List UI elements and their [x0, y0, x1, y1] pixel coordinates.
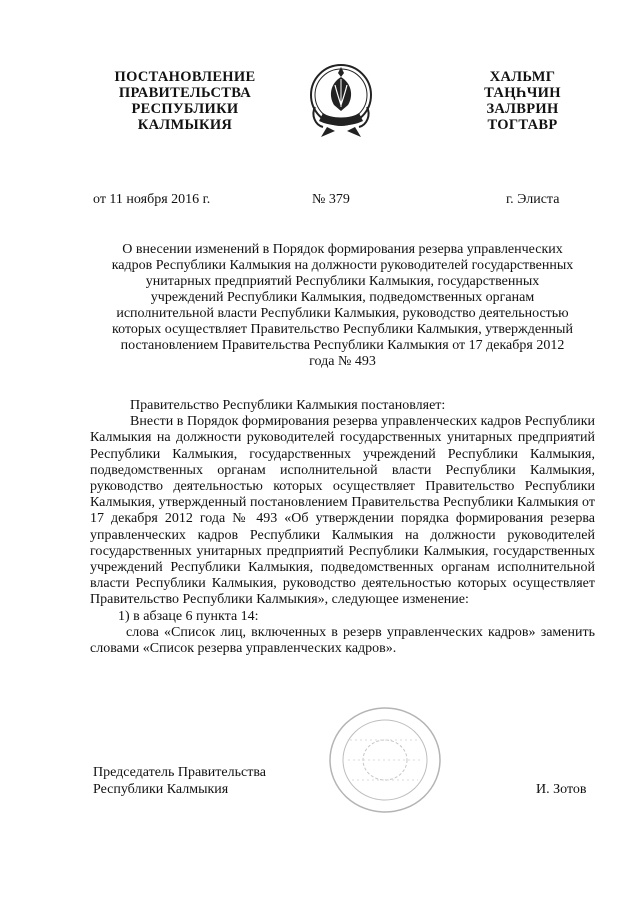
document-date: от 11 ноября 2016 г.: [93, 192, 211, 207]
signatory-position-line: Республики Калмыкия: [93, 782, 229, 797]
amendment-item: 1) в абзаце 6 пункта 14:: [118, 608, 259, 624]
document-title: [90, 242, 595, 370]
issuer-line: ПРАВИТЕЛЬСТВА: [118, 85, 252, 101]
issuer-line: ХАЛЬМГ: [489, 69, 556, 85]
title-line: кадров Республики Калмыкия на должности руководителей государственных: [111, 258, 574, 273]
resolution-intro: Правительство Республики Калмыкия постановляет:: [130, 398, 446, 413]
signatory-position: [93, 764, 266, 798]
title-line: постановлением Правительства Республики Калмыкия от 17 декабря 2012: [120, 338, 565, 353]
issuer-line: ТОГТАВР: [487, 117, 558, 133]
title-line: которых осуществляет Правительство Республики Калмыкия, утвержденный: [112, 322, 573, 337]
issuer-title-kalmyk: [455, 69, 590, 133]
official-stamp-icon: [320, 700, 450, 820]
issuer-line: РЕСПУБЛИКИ: [131, 101, 239, 117]
document-city: г. Элиста: [506, 192, 560, 207]
document-body: [90, 398, 595, 657]
title-line: О внесении изменений в Порядок формирования резерва управленческих: [122, 242, 563, 257]
amendment-text: слова «Список лиц, включенных в резерв управленческих кадров» заменить словами «Список резерва управленческих кадров».: [90, 624, 595, 657]
signatory-name: И. Зотов: [536, 782, 587, 797]
amendment-paragraph: Внести в Порядок формирования резерва управленческих кадров Республики Калмыкия на должности руководителей государственных унитарных предприятий Республики Калмыкия, государственных учреждений Республики Калмыкия, подведомственных органам исполнительной власти Республики Калмыкия, руководство деятельностью которых осуществляет Правительство Республики Калмыкия, утвержденный постановлением Правительства Республики Калмыкия от 17 декабря 2012 года № 493 «Об утверждении порядка формирования резерва управленческих кадров Республики Калмыкия на должности руководителей государственных унитарных предприятий Республики Калмыкия, государственных учреждений Республики Калмыкия, подведомственных органам исполнительной власти Республики Калмыкия, руководство деятельностью которых осуществляет Правительство Республики Калмыкия», следующее изменение:: [90, 414, 595, 608]
kalmykia-emblem-icon: [301, 55, 381, 140]
title-line: унитарных предприятий Республики Калмыкия, государственных: [145, 274, 540, 289]
signatory-position-line: Председатель Правительства: [93, 765, 266, 780]
issuer-line: ЗАЛВРИН: [486, 101, 559, 117]
title-line: года № 493: [309, 354, 376, 369]
title-line: исполнительной власти Республики Калмыкия, руководство деятельностью: [116, 306, 569, 321]
document-number: № 379: [312, 192, 350, 207]
issuer-line: ТАҢҺЧИН: [484, 85, 561, 101]
issuer-line: КАЛМЫКИЯ: [137, 117, 233, 133]
issuer-title-russian: [95, 69, 275, 133]
issuer-line: ПОСТАНОВЛЕНИЕ: [114, 69, 256, 85]
title-line: учреждений Республики Калмыкия, подведомственных органам: [150, 290, 535, 305]
